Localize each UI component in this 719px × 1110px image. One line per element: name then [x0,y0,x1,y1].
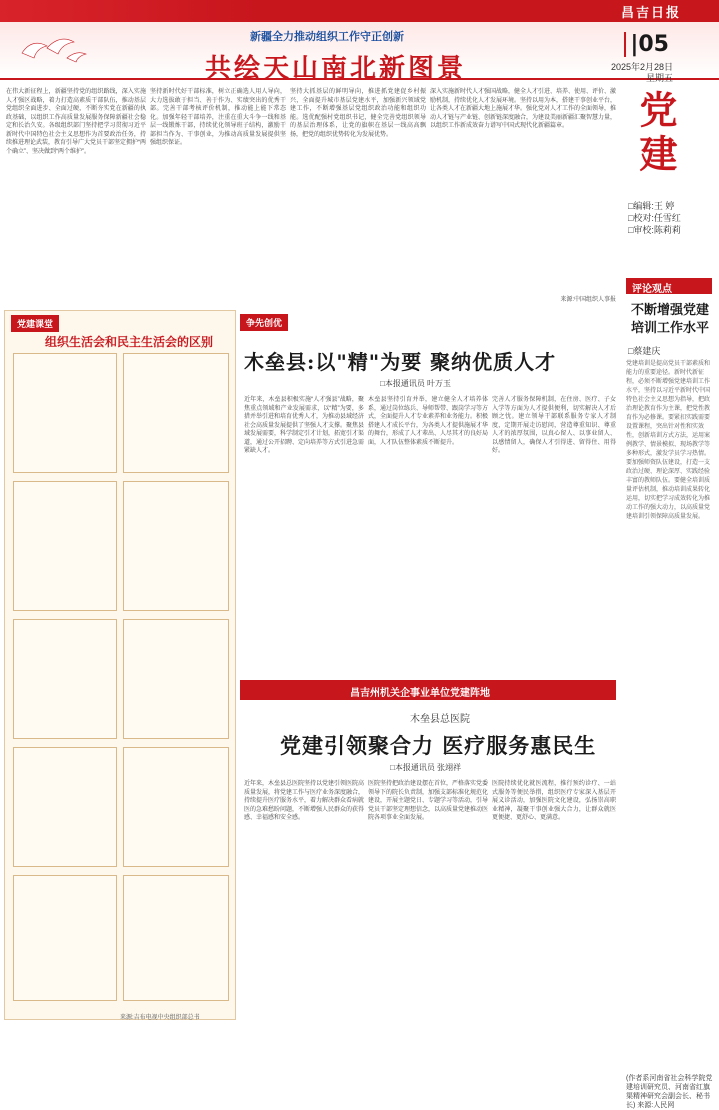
doves-icon [12,28,92,68]
article1-col3: 完善人才服务保障机制，在住房、医疗、子女入学等方面为人才提供便利，切实解决人才后顾之忧。建立领导干部联系服务专家人才制度，定期开展走访慰问，营造尊重知识、尊重人才的浓厚氛围，以真心留人、以事业留人、以感情留人，确保人才引得进、留得住、用得好。 [492,397,616,454]
editor-info [628,200,681,236]
illustration-tag: 党建课堂 [11,315,59,332]
section-label: 党建 [633,90,678,178]
sub-headline: 新疆全力推动组织工作守正创新 [250,31,404,43]
illustration-frame [13,481,117,611]
editor-line: □编辑:王 婷 [628,201,675,211]
article2-col2: 医院坚持把政治建设摆在首位，严格落实党委领导下的院长负责制，加强支部标准化规范化建设，开展主题党日、专题学习等活动，引导党员干部坚定理想信念，以高质量党建推动医院各项事业全面发展。 [368,781,489,821]
right-column [620,82,719,1109]
illustration-source: 来源:吉布电视中央组织部总书 [120,1015,200,1021]
masthead-bar [0,0,719,22]
article1-byline: □本报通讯员 叶万玉 [380,379,452,388]
article2-kicker: 木垒县总医院 [410,714,470,725]
commentary-footer: (作者系河南省社会科学院党建培训研究员、河南省红旗渠精神研究会副会长、秘书长) 来源:人民网 [626,1075,713,1109]
commentary-tag: 评论观点 [626,278,712,294]
article2-byline: □本报通讯员 张翊祥 [390,763,462,772]
illustration-frame [123,481,229,611]
illustration-frame [13,353,117,473]
illustration-frame [123,619,229,739]
illustration-frame [123,353,229,473]
commentary-title: 不断增强党建培训工作水平 [630,303,709,336]
editor-line: □审校:陈莉莉 [628,225,681,235]
paper-name: 昌吉日报 [620,6,681,21]
illustration-frame [123,875,229,1001]
issue-date: 2025年2月28日 [610,62,673,72]
article1-col1: 近年来，木垒县积极实施“人才强县”战略，聚焦重点领域和产业发展需求，以“精”为要，多措并举引进和培育优秀人才，为推动县域经济社会高质量发展提供了坚强人才支撑。聚焦县域发展需要，科学制定引才计划，拓宽引才渠道，通过公开招聘、定向培养等方式引进急需紧缺人才。 [244,397,365,454]
illustration-title: 组织生活会和民主生活会的区别 [45,335,214,349]
article1-col2: 木垒县坚持引育并举，建立健全人才培养体系，通过岗位练兵、导师帮带、跟岗学习等方式，全面提升人才专业素养和业务能力。积极搭建人才成长平台，为各类人才提供施展才华的舞台，形成了人才辈出、人尽其才的良好局面，人才队伍整体素质不断提升。 [368,397,489,446]
illustration-frame [13,747,117,867]
banner-article-col4: 深入实施新时代人才强国战略，健全人才引进、培养、使用、评价、激励机制，持续优化人才发展环境。坚持以用为本，搭建干事创业平台，让各类人才在新疆大地上施展才华。强化党对人才工作的全面领导，推动人才链与产业链、创新链深度融合，为建设美丽新疆汇聚智慧力量，以组织工作新成效奋力谱写中国式现代化新疆篇章。 [430,89,617,129]
commentary-body: 党建培训是提高党员干部素质和能力的重要途径。新时代新征程，必须不断增强党建培训工作水平，坚持以习近平新时代中国特色社会主义思想为指导，把政治理论教育作为主课，把党性教育作为必修课。要紧扣实践需要设置课程，突出针对性和实效性，创新培训方式方法，运用案例教学、情景模拟、现场教学等多种形式，激发学员学习热情。要加强师资队伍建设，打造一支政治过硬、理论深厚、实践经验丰富的教师队伍。要健全培训质量评估机制，推动培训成果转化运用，切实把学习成效转化为推动工作的强大动力，以高质量党建培训引领保障高质量发展。 [626,361,711,520]
banner-article-col1: 在伟大新征程上，新疆坚持党的组织路线，深入实施人才强区战略，着力打造高素质干部队伍，推动基层党组织全面进步、全面过硬，不断夯实党在新疆的执政基础，以组织工作高质量发展服务保障新疆社会稳定和长治久安。各级组织部门坚持把学习贯彻习近平新时代中国特色社会主义思想作为首要政治任务，持续推进理论武装，教育引导广大党员干部坚定拥护“两个确立”、坚决做到“两个维护”。 [6,89,146,155]
masthead-ribbon [0,0,260,22]
article2-col3: 医院持续优化就医流程，推行预约诊疗、一站式服务等便民举措，组织医疗专家深入基层开展义诊活动，加强医院文化建设，弘扬崇高职业精神，凝聚干事创业强大合力，让群众就医更便捷、更舒心、更满意。 [492,781,616,821]
banner-article-col2: 坚持新时代好干部标准，树立正确选人用人导向，大力选拔敢于担当、善于作为、实绩突出的优秀干部。完善干部考核评价机制，推动能上能下常态化。加强年轻干部培养，注重在重大斗争一线和基层一线锻炼干部，持续优化领导班子结构，激励干部担当作为、干事创业，为推动高质量发展提供坚强组织保证。 [150,89,286,146]
illustration-frame [13,619,117,739]
page-banner [0,22,719,84]
article2-bar-label: 昌吉州机关企事业单位党建阵地 [350,688,490,699]
banner-article-col3: 坚持大抓基层的鲜明导向，推进抓党建促乡村振兴，全面提升城市基层党建水平，加强新兴领域党建工作，不断增强基层党组织政治功能和组织功能。选优配强村党组织书记，健全完善党组织领导的基层治理体系，让党的旗帜在基层一线高高飘扬，把党的组织优势转化为发展优势。 [290,89,426,138]
article2-title: 党建引领聚合力 医疗服务惠民生 [280,733,597,758]
page-number: |05 [624,32,669,57]
article1-tag: 争先创优 [240,314,288,331]
article2-col1: 近年来，木垒县总医院坚持以党建引领医院高质量发展，将党建工作与医疗业务深度融合，持续提升医疗服务水平，着力解决群众看病就医的急难愁盼问题，不断增强人民群众的获得感、幸福感和安全感。 [244,781,365,821]
commentary-author: □蔡建庆 [628,346,661,356]
date-line [611,62,673,84]
illustration-frame [13,875,117,1001]
editor-line: □校对:任雪红 [628,213,681,223]
illustration-frame [123,747,229,867]
issue-weekday: 星期五 [645,73,673,83]
main-headline: 共绘天山南北新图景 [205,54,467,84]
illustration-panel [4,310,236,1020]
article1-title: 木垒县:以"精"为要 聚纳优质人才 [244,350,557,374]
article2-section-bar [240,680,616,700]
banner-source: 来源:中国组织人事报 [560,297,616,303]
